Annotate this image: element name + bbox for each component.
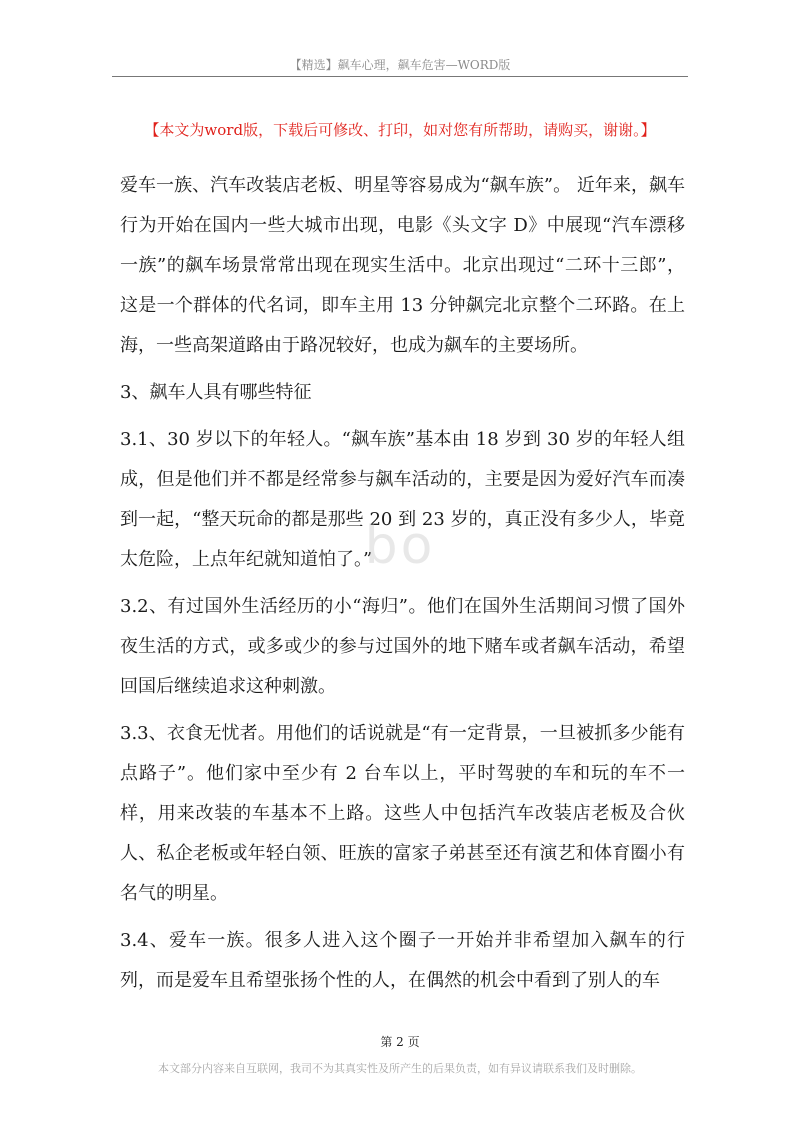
footer-disclaimer: 本文部分内容来自互联网，我司不为其真实性及所产生的后果负责，如有异议请联系我们及时删除。 [158,1062,642,1075]
paragraph-3-4: 3.4、爱车一族。很多人进入这个圈子一开始并非希望加入飙车的行列，而是爱车且希望张扬个性的人，在偶然的机会中看到了别人的车 [120,930,685,991]
section-heading: 3、飙车人具有哪些特征 [120,382,312,403]
watermark: bo [364,516,436,576]
document-body [120,166,685,1008]
paragraph-3-2: 3.2、有过国外生活经历的小“海归”。他们在国外生活期间习惯了国外夜生活的方式，或多或少的参与过国外的地下赌车或者飙车活动，希望回国后继续追求这种刺激。 [120,596,685,697]
purchase-notice: 【本文为word版，下载后可修改、打印，如对您有所帮助，请购买，谢谢。】 [144,121,656,139]
page-number: 第 2 页 [380,1035,420,1049]
paragraph-3-3: 3.3、衣食无忧者。用他们的话说就是“有一定背景，一旦被抓多少能有点路子”。他们家中至少有 2 台车以上，平时驾驶的车和玩的车不一样，用来改装的车基本不上路。这些人中包括汽车改装店老板及合伙人、私企老板或年轻白领、旺族的富家子弟甚至还有演艺和体育圈小有名气的明星。 [120,723,685,904]
paragraph-3-1: 3.1、30 岁以下的年轻人。“飙车族”基本由 18 岁到 30 岁的年轻人组成，但是他们并不都是经常参与飙车活动的，主要是因为爱好汽车而凑到一起，“整天玩命的都是那些 20 到 23 岁的，真正没有多少人，毕竟太危险，上点年纪就知道怕了。” [120,429,685,570]
paragraph-intro: 爱车一族、汽车改装店老板、明星等容易成为“飙车族”。 近年来，飙车行为开始在国内一些大城市出现，电影《头文字 D》中展现“汽车漂移一族”的飙车场景常常出现在现实生活中。北京出现过“二环十三郎”，这是一个群体的代名词，即车主用 13 分钟飙完北京整个二环路。在上海，一些高架道路由于路况较好，也成为飙车的主要场所。 [120,175,685,356]
page-header-title: 【精选】飙车心理，飙车危害—WORD版 [289,58,511,72]
header-divider [112,76,688,77]
